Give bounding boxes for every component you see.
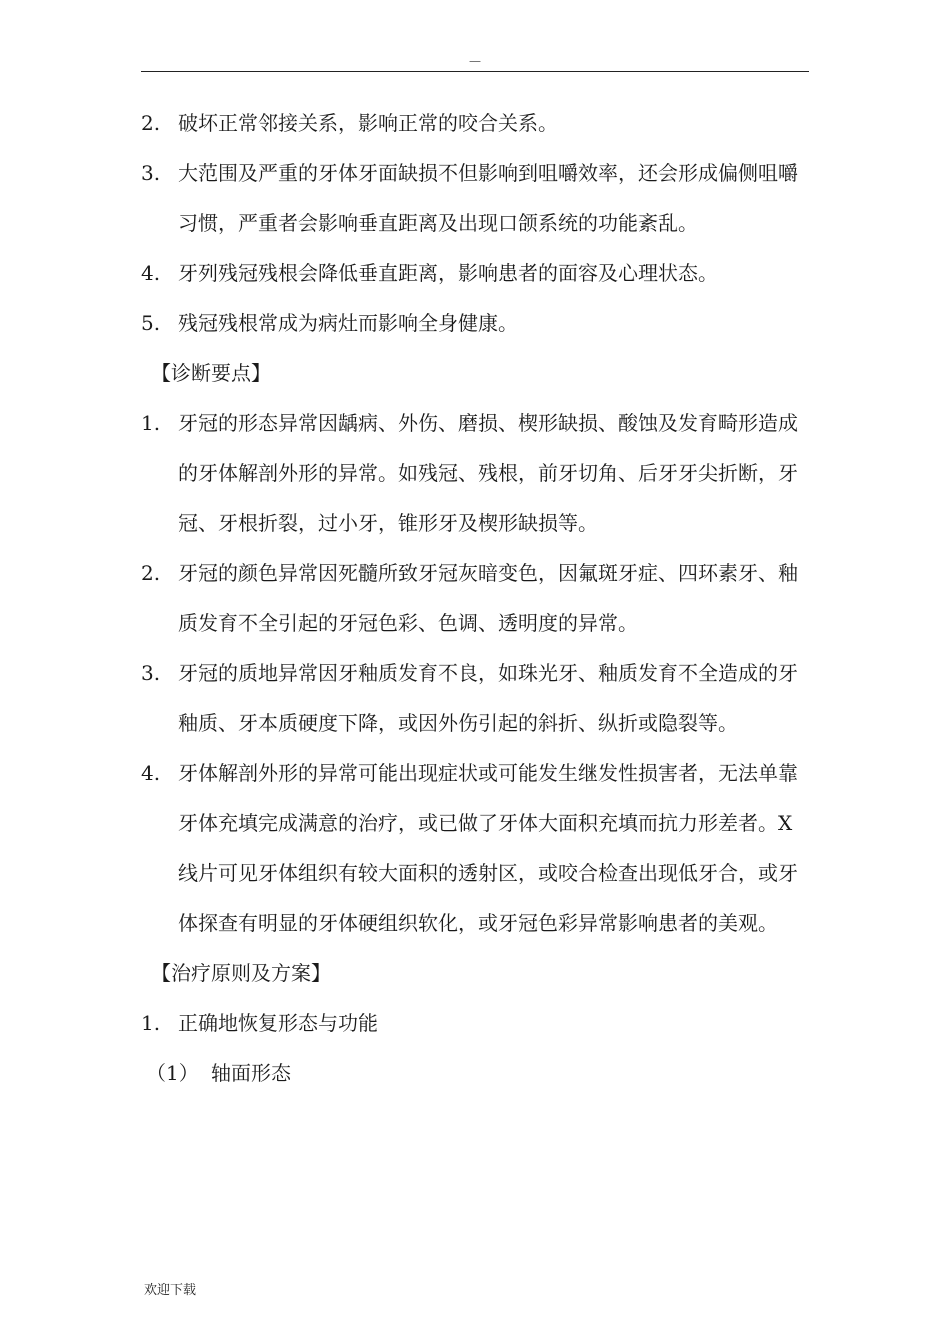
list-item (141, 548, 813, 648)
footer-text: 欢迎下载 (144, 1283, 197, 1298)
header-mark: — (469, 54, 481, 68)
item-text: 牙冠的形态异常因龋病、外伤、磨损、楔形缺损、酸蚀及发育畸形造成的牙体解剖外形的异常。如残冠、残根，前牙切角、后牙牙尖折断，牙冠、牙根折裂，过小牙，锥形牙及楔形缺损等。 (178, 411, 798, 535)
item-text: 正确地恢复形态与功能 (178, 1011, 378, 1035)
item-text: 牙冠的质地异常因牙釉质发育不良，如珠光牙、釉质发育不全造成的牙釉质、牙本质硬度下降，或因外伤引起的斜折、纵折或隐裂等。 (178, 661, 798, 735)
item-text: 大范围及严重的牙体牙面缺损不但影响到咀嚼效率，还会形成偏侧咀嚼习惯，严重者会影响垂直距离及出现口颌系统的功能紊乱。 (178, 161, 798, 235)
item-number: 2. (141, 111, 161, 135)
item-text: 破坏正常邻接关系，影响正常的咬合关系。 (178, 111, 558, 135)
document-body (141, 98, 813, 1098)
section-heading-diagnosis: 【诊断要点】 (151, 361, 271, 385)
item-number: 3. (141, 161, 161, 185)
item-number: 4. (141, 261, 161, 285)
sub-item-text: 轴面形态 (211, 1061, 291, 1085)
item-number: 5. (141, 311, 161, 335)
item-text: 残冠残根常成为病灶而影响全身健康。 (178, 311, 518, 335)
list-item (141, 748, 813, 948)
item-number: 3. (141, 661, 161, 685)
item-number: 1. (141, 1011, 161, 1035)
list-item (141, 398, 813, 548)
item-number: 4. (141, 761, 161, 785)
item-text: 牙冠的颜色异常因死髓所致牙冠灰暗变色，因氟斑牙症、四环素牙、釉质发育不全引起的牙冠色彩、色调、透明度的异常。 (178, 561, 798, 635)
item-text: 牙列残冠残根会降低垂直距离，影响患者的面容及心理状态。 (178, 261, 718, 285)
sub-list-item (141, 1048, 813, 1098)
list-item (141, 998, 813, 1048)
list-item (141, 298, 813, 348)
sub-item-number: （1） (146, 1061, 199, 1085)
item-number: 2. (141, 561, 161, 585)
section-heading-treatment: 【治疗原则及方案】 (151, 961, 331, 985)
header-rule (141, 71, 809, 72)
list-item (141, 98, 813, 148)
item-text: 牙体解剖外形的异常可能出现症状或可能发生继发性损害者，无法单靠牙体充填完成满意的治疗，或已做了牙体大面积充填而抗力形差者。X 线片可见牙体组织有较大面积的透射区，或咬合检查出现低牙合，或牙体探查有明显的牙体硬组织软化，或牙冠色彩异常影响患者的美观。 (178, 761, 798, 935)
item-number: 1. (141, 411, 161, 435)
list-item (141, 148, 813, 248)
list-item (141, 248, 813, 298)
list-item (141, 648, 813, 748)
